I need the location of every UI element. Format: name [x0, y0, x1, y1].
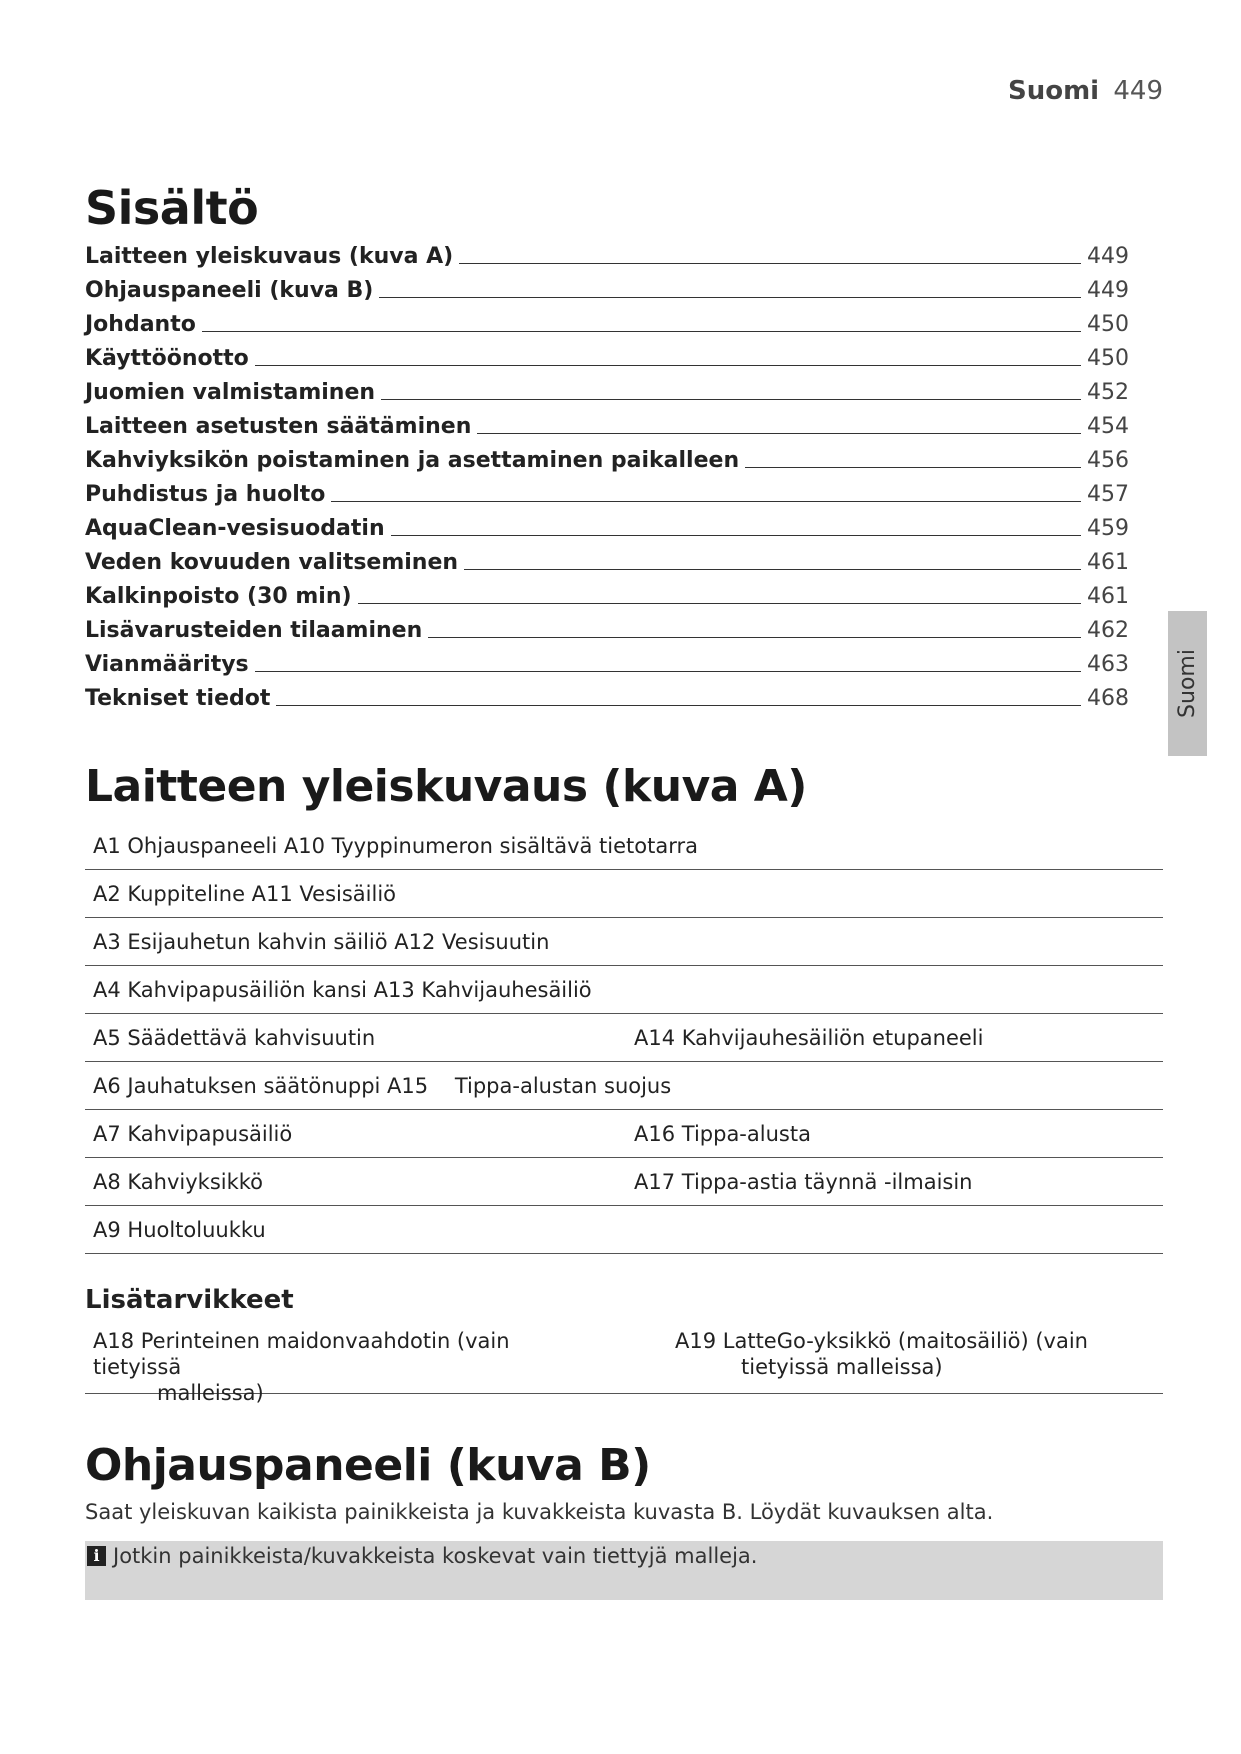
toc-leader-line	[358, 603, 1081, 604]
accessory-item	[93, 1328, 593, 1406]
toc-leader-line	[381, 399, 1081, 400]
toc-entry-label: Laitteen yleiskuvaus (kuva A)	[85, 244, 454, 269]
page-number: 449	[1113, 76, 1163, 106]
note-box	[85, 1541, 1163, 1600]
toc-entry-label: Veden kovuuden valitseminen	[85, 550, 459, 575]
toc-entry-label: Juomien valmistaminen	[85, 380, 376, 405]
part-label: A3 Esijauhetun kahvin säiliö A12 Vesisuutin	[93, 929, 550, 954]
table-of-contents	[85, 235, 1163, 711]
toc-entry[interactable]	[85, 575, 1163, 609]
toc-entry-page: 461	[1087, 584, 1129, 609]
toc-leader-line	[276, 705, 1081, 706]
toc-entry-label: Ohjauspaneeli (kuva B)	[85, 278, 374, 303]
parts-row	[85, 1110, 1163, 1158]
side-tab-label: Suomi	[1175, 649, 1201, 718]
accessory-text-cont: malleissa)	[157, 1381, 264, 1405]
toc-entry[interactable]	[85, 439, 1163, 473]
toc-leader-line	[745, 467, 1081, 468]
toc-entry[interactable]	[85, 303, 1163, 337]
part-label: A2 Kuppiteline A11 Vesisäiliö	[93, 881, 397, 906]
control-panel-title: Ohjauspaneeli (kuva B)	[85, 1440, 651, 1491]
accessory-item	[675, 1328, 1145, 1380]
toc-entry-page: 462	[1087, 618, 1129, 643]
toc-entry-label: Tekniset tiedot	[85, 686, 271, 711]
toc-entry[interactable]	[85, 405, 1163, 439]
toc-entry-page: 461	[1087, 550, 1129, 575]
toc-entry[interactable]	[85, 677, 1163, 711]
toc-entry[interactable]	[85, 337, 1163, 371]
parts-row	[85, 1062, 1163, 1110]
note-text: Jotkin painikkeista/kuvakkeista koskevat vain tiettyjä malleja.	[113, 1544, 758, 1568]
toc-entry[interactable]	[85, 541, 1163, 575]
toc-leader-line	[391, 535, 1081, 536]
toc-entry-label: Kahviyksikön poistaminen ja asettaminen paikalleen	[85, 448, 740, 473]
part-label: A6 Jauhatuksen säätönuppi A15 Tippa-alustan suojus	[93, 1073, 672, 1098]
info-icon: i	[87, 1546, 106, 1566]
toc-entry-page: 449	[1087, 244, 1129, 269]
toc-entry-page: 459	[1087, 516, 1129, 541]
toc-entry-label: Johdanto	[85, 312, 196, 337]
parts-row	[85, 822, 1163, 870]
toc-leader-line	[331, 501, 1081, 502]
toc-entry-label: Lisävarusteiden tilaaminen	[85, 618, 423, 643]
page-header	[1008, 76, 1163, 106]
control-panel-intro: Saat yleiskuvan kaikista painikkeista ja kuvakkeista kuvasta B. Löydät kuvauksen alta.	[85, 1500, 994, 1524]
toc-leader-line	[255, 671, 1081, 672]
accessory-text: A19 LatteGo-yksikkö (maitosäiliö) (vain	[675, 1329, 1088, 1353]
part-label: A8 Kahviyksikkö	[93, 1169, 264, 1194]
parts-row	[85, 1158, 1163, 1206]
toc-entry-page: 449	[1087, 278, 1129, 303]
toc-entry-page: 450	[1087, 346, 1129, 371]
toc-leader-line	[477, 433, 1081, 434]
toc-leader-line	[202, 331, 1081, 332]
toc-entry[interactable]	[85, 507, 1163, 541]
accessories-title: Lisätarvikkeet	[85, 1285, 294, 1315]
parts-row	[85, 918, 1163, 966]
toc-leader-line	[459, 263, 1081, 264]
language-side-tab	[1168, 611, 1207, 756]
toc-entry-page: 450	[1087, 312, 1129, 337]
toc-entry-label: Vianmääritys	[85, 652, 249, 677]
toc-entry-label: Puhdistus ja huolto	[85, 482, 326, 507]
part-label: A4 Kahvipapusäiliön kansi A13 Kahvijauhesäiliö	[93, 977, 592, 1002]
toc-leader-line	[428, 637, 1081, 638]
parts-row	[85, 870, 1163, 918]
toc-entry-label: AquaClean-vesisuodatin	[85, 516, 385, 541]
header-language: Suomi	[1007, 76, 1100, 106]
toc-entry-page: 454	[1087, 414, 1129, 439]
toc-entry-label: Laitteen asetusten säätäminen	[85, 414, 472, 439]
toc-entry-page: 452	[1087, 380, 1129, 405]
toc-entry-page: 456	[1087, 448, 1129, 473]
part-label: A14 Kahvijauhesäiliön etupaneeli	[634, 1025, 984, 1050]
accessory-text: A18 Perinteinen maidonvaahdotin (vain tietyissä	[93, 1329, 510, 1379]
parts-row	[85, 966, 1163, 1014]
toc-entry[interactable]	[85, 609, 1163, 643]
toc-entry[interactable]	[85, 269, 1163, 303]
accessories-row	[85, 1328, 1163, 1405]
toc-entry[interactable]	[85, 235, 1163, 269]
parts-list	[85, 822, 1163, 1254]
toc-entry[interactable]	[85, 643, 1163, 677]
overview-title: Laitteen yleiskuvaus (kuva A)	[85, 761, 807, 812]
toc-entry-page: 468	[1087, 686, 1129, 711]
toc-leader-line	[255, 365, 1081, 366]
toc-leader-line	[464, 569, 1081, 570]
toc-title: Sisältö	[85, 181, 259, 235]
toc-entry[interactable]	[85, 473, 1163, 507]
part-label: A9 Huoltoluukku	[93, 1217, 266, 1242]
accessory-text-cont: tietyissä malleissa)	[741, 1355, 943, 1379]
part-label: A17 Tippa-astia täynnä -ilmaisin	[634, 1169, 973, 1194]
toc-entry-page: 457	[1087, 482, 1129, 507]
toc-leader-line	[379, 297, 1081, 298]
toc-entry[interactable]	[85, 371, 1163, 405]
part-label: A16 Tippa-alusta	[634, 1121, 811, 1146]
part-label: A7 Kahvipapusäiliö	[93, 1121, 293, 1146]
toc-entry-label: Kalkinpoisto (30 min)	[85, 584, 352, 609]
parts-row	[85, 1206, 1163, 1254]
part-label: A1 Ohjauspaneeli A10 Tyyppinumeron sisältävä tietotarra	[93, 833, 698, 858]
toc-entry-label: Käyttöönotto	[85, 346, 249, 371]
parts-row	[85, 1014, 1163, 1062]
toc-entry-page: 463	[1087, 652, 1129, 677]
part-label: A5 Säädettävä kahvisuutin	[93, 1025, 376, 1050]
